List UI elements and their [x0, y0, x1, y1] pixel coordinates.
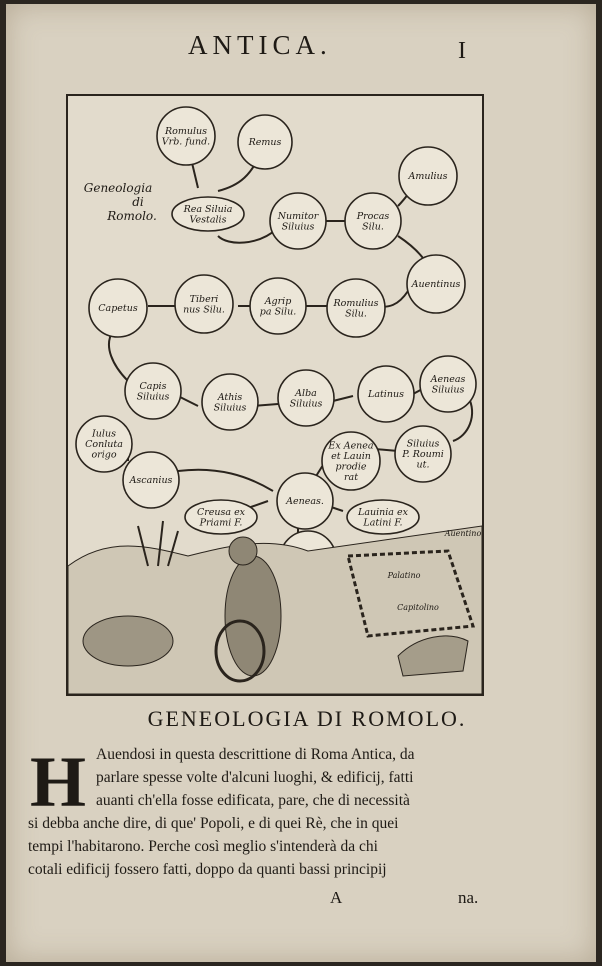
- genealogy-title-label: Geneologia: [83, 181, 153, 195]
- genealogy-node-label: P. Roumi: [402, 449, 444, 460]
- genealogy-node-siluius: [395, 426, 451, 482]
- genealogy-node-label: Lauinia ex: [358, 506, 408, 518]
- text-line-6: cotali edificij fossero fatti, doppo da quanti bassi principij: [28, 861, 387, 878]
- genealogy-node-amulius: [399, 147, 457, 205]
- genealogy-node-label: Aeneas.: [286, 496, 324, 507]
- genealogy-node-rea: [172, 197, 244, 231]
- genealogy-node-romulus: [157, 107, 215, 165]
- genealogy-node-label: Amulius: [408, 171, 448, 182]
- genealogy-node-tiberinus: [175, 275, 233, 333]
- genealogy-node-agrippa: [250, 278, 306, 334]
- genealogy-node-label: Tiberi: [189, 293, 219, 305]
- genealogy-node-label: Numitor: [277, 210, 319, 222]
- genealogy-node-capetus: [89, 279, 147, 337]
- text-line-3: auanti ch'ella fosse edificata, pare, che di necessità: [96, 792, 410, 809]
- genealogy-node-label: Priami F.: [199, 517, 243, 529]
- genealogy-node-label: pa Silu.: [259, 306, 297, 318]
- signature-mark: A: [330, 888, 343, 907]
- text-line-5: tempi l'habitarono. Perche così meglio s'intenderà da chi: [28, 838, 378, 855]
- genealogy-node-creusa: [185, 500, 257, 534]
- text-line-4: si debba anche dire, di que' Popoli, e di quei Rè, che in quei: [28, 815, 399, 832]
- genealogy-tree-illustration: [68, 96, 482, 694]
- genealogy-node-label: Remus: [248, 137, 282, 148]
- catchword: na.: [458, 888, 479, 907]
- genealogy-node-label: Latinus: [368, 389, 404, 400]
- genealogy-node-latinus: [358, 366, 414, 422]
- drop-cap: H: [30, 742, 87, 822]
- genealogy-node-lauinia: [347, 500, 419, 534]
- genealogy-node-remus: [238, 115, 292, 169]
- genealogy-node-label: Siluius: [406, 438, 440, 450]
- genealogy-node-label: Vrb. fund.: [161, 136, 211, 148]
- genealogy-node-romulus-sil: [327, 279, 385, 337]
- genealogy-node-label: Romulius: [333, 297, 379, 309]
- genealogy-node-aeneas-sil: [420, 356, 476, 412]
- page-number: I: [458, 38, 466, 64]
- genealogy-node-label: Rea Siluia: [183, 203, 233, 215]
- genealogy-title-label: Romolo.: [107, 209, 157, 223]
- genealogy-node-label: Capetus: [98, 303, 138, 314]
- book-page: [6, 4, 596, 962]
- genealogy-node-label: Conluta: [85, 439, 123, 450]
- genealogy-node-label: Siluius: [431, 384, 465, 396]
- genealogy-node-label: prodie: [335, 461, 367, 473]
- genealogy-node-label: Latini F.: [363, 517, 403, 529]
- genealogy-node-label: Creusa ex: [196, 506, 246, 518]
- genealogy-node-label: Ascanius: [129, 475, 173, 486]
- genealogy-engraving: [66, 94, 484, 696]
- genealogy-node-label: nus Silu.: [183, 304, 225, 316]
- genealogy-node-label: Siluius: [213, 402, 247, 414]
- genealogy-node-label: Siluius: [136, 391, 170, 403]
- landmark-label: Capitolino: [397, 603, 439, 612]
- running-head: ANTICA.: [188, 30, 332, 60]
- genealogy-node-athis: [202, 374, 258, 430]
- genealogy-node-label: Silu.: [345, 308, 367, 320]
- genealogy-node-label: Alba: [295, 387, 317, 399]
- genealogy-node-alba: [278, 370, 334, 426]
- text-line-2: parlare spesse volte d'alcuni luoghi, & edificij, fatti: [96, 769, 414, 786]
- landmark-label: Palatino: [387, 571, 421, 580]
- figure-caption: GENEOLOGIA DI ROMOLO.: [147, 706, 467, 731]
- genealogy-node-label: Siluius: [281, 221, 315, 233]
- landmark-label: Auentino: [444, 529, 482, 538]
- genealogy-node-label: et Lauin: [331, 450, 371, 462]
- genealogy-node-label: rat: [343, 471, 359, 483]
- genealogy-node-ex-aenea: [322, 432, 380, 490]
- genealogy-node-label: Procas: [356, 210, 390, 222]
- genealogy-node-label: Auentinus: [411, 279, 461, 290]
- genealogy-node-capis: [125, 363, 181, 419]
- genealogy-node-label: Aeneas: [430, 373, 466, 385]
- genealogy-node-label: Silu.: [362, 221, 384, 233]
- text-line-1: Auendosi in questa descrittione di Roma Antica, da: [96, 746, 415, 763]
- genealogy-node-label: Agrip: [264, 295, 292, 307]
- genealogy-node-numitor: [270, 193, 326, 249]
- genealogy-node-label: ut.: [416, 459, 430, 471]
- genealogy-node-aeneas: [277, 473, 333, 529]
- genealogy-node-procas: [345, 193, 401, 249]
- genealogy-title-label: di: [132, 195, 144, 209]
- genealogy-node-label: Siluius: [289, 398, 323, 410]
- genealogy-node-ascanius: [123, 452, 179, 508]
- genealogy-node-label: Ex Aenea: [328, 440, 374, 452]
- genealogy-node-label: origo: [91, 449, 117, 461]
- genealogy-node-auentinus: [407, 255, 465, 313]
- genealogy-node-label: Vestalis: [189, 214, 227, 226]
- genealogy-node-label: Romulus: [164, 125, 208, 137]
- genealogy-node-label: Iulus: [92, 428, 116, 440]
- genealogy-node-iulus: [76, 416, 132, 472]
- genealogy-node-label: Capis: [139, 380, 167, 392]
- genealogy-node-label: Athis: [217, 391, 243, 403]
